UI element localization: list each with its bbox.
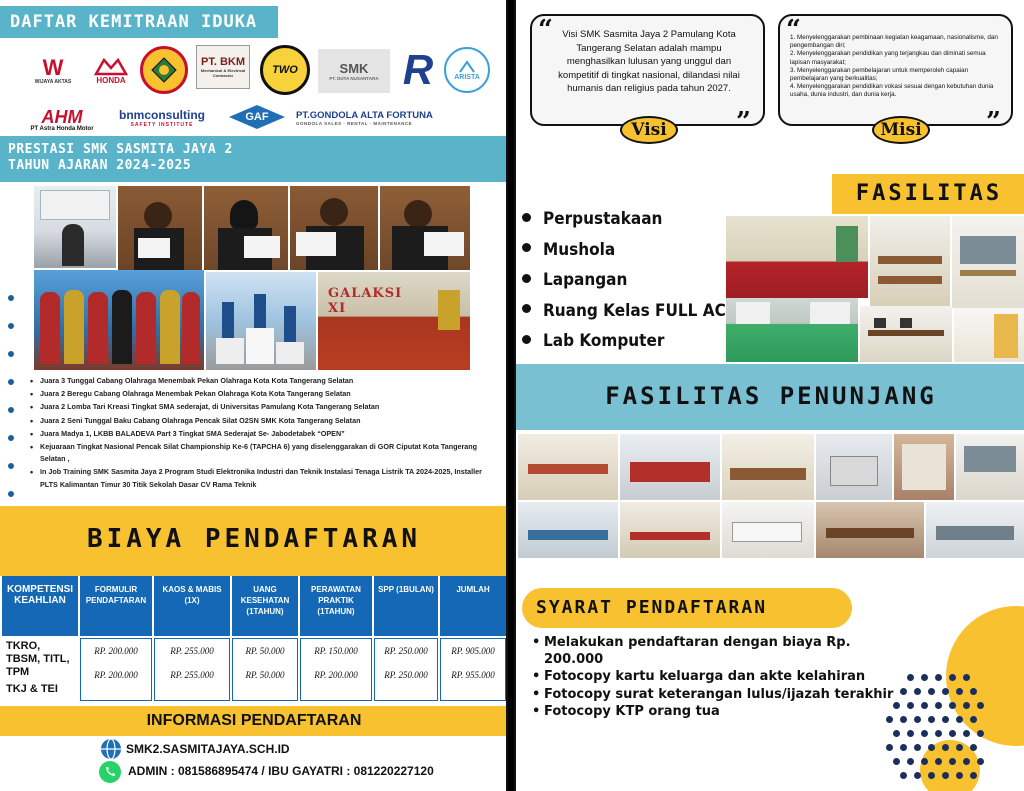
decor-dot bbox=[970, 744, 977, 751]
decor-dot bbox=[949, 758, 956, 765]
photo-workshop-7 bbox=[518, 502, 618, 558]
decor-dot bbox=[928, 688, 935, 695]
right-panel bbox=[514, 0, 1024, 791]
quote-icon: ” bbox=[736, 107, 751, 137]
fee-cell-jumlah bbox=[440, 638, 506, 701]
fasilitas-item: Perpustakaan bbox=[522, 204, 734, 235]
photo-lab-komputer bbox=[860, 306, 952, 362]
decor-dot bbox=[900, 688, 907, 695]
logo-r: R bbox=[402, 46, 434, 93]
fasilitas-item: Lab Komputer bbox=[522, 326, 734, 357]
fee-header-kesehatan: UANG KESEHATAN (1TAHUN) bbox=[232, 576, 298, 636]
decor-dot bbox=[949, 730, 956, 737]
bullet-icon bbox=[522, 213, 531, 222]
visi-text: Visi SMK Sasmita Jaya 2 Pamulang Kota Tangerang Selatan adalah mampu menghasilkan lulusan yang unggul dan kompetitif di tingkat nasional, dilandasi nilai humanis dan religius pada tahun 2027. bbox=[558, 29, 740, 94]
photo-mushola bbox=[726, 216, 868, 298]
decor-dot bbox=[963, 674, 970, 681]
misi-badge: Misi bbox=[872, 116, 930, 144]
fee-header-formulir: FORMULIR PENDAFTARAN bbox=[80, 576, 152, 636]
decor-dot bbox=[921, 758, 928, 765]
fee-value: RP. 50.000 bbox=[245, 646, 285, 656]
decor-dot bbox=[949, 702, 956, 709]
fee-header-jumlah: JUMLAH bbox=[440, 576, 506, 636]
decor-dot bbox=[893, 758, 900, 765]
fee-value: RP. 255.000 bbox=[170, 646, 214, 656]
bullet-icon bbox=[522, 335, 531, 344]
bullet-icon bbox=[522, 274, 531, 283]
bullet-icon bbox=[8, 295, 14, 301]
quote-icon: “ bbox=[786, 15, 801, 45]
logo-two: TWO bbox=[260, 45, 310, 95]
decor-dot bbox=[942, 772, 949, 779]
fee-value: RP. 905.000 bbox=[451, 646, 495, 656]
decor-dot bbox=[935, 702, 942, 709]
photo-athlete-3 bbox=[290, 186, 378, 270]
bullet-icon bbox=[8, 463, 14, 469]
decor-dot bbox=[914, 688, 921, 695]
photo-workshop-11 bbox=[926, 502, 1024, 558]
misi-item: 3. Menyelenggarakan pembelajaran untuk memperoleh capaian pembelajaran yang berkualitas; bbox=[790, 66, 969, 83]
decor-dot bbox=[935, 674, 942, 681]
fee-value: RP. 255.000 bbox=[170, 670, 214, 680]
fee-cell-spp bbox=[374, 638, 438, 701]
whatsapp-icon bbox=[98, 760, 122, 784]
photo-workshop-6 bbox=[956, 434, 1024, 500]
kompetensi-row-2: TKJ & TEI bbox=[6, 683, 58, 695]
kemitraan-title: DAFTAR KEMITRAAN IDUKA bbox=[0, 6, 278, 38]
fee-header-spp: SPP (1BULAN) bbox=[374, 576, 438, 636]
fee-value: RP. 250.000 bbox=[384, 646, 428, 656]
photo-dance-team bbox=[34, 270, 204, 370]
decor-dot-grid bbox=[886, 660, 986, 790]
decor-dot bbox=[970, 716, 977, 723]
decor-dot bbox=[949, 674, 956, 681]
decor-dot bbox=[886, 744, 893, 751]
achievement-item: • Juara 3 Tunggal Cabang Olahraga Menembak Pekan Olahraga Kota Kota Tangerang Selatan bbox=[30, 375, 500, 387]
fasilitas-list bbox=[522, 204, 734, 357]
decor-dot bbox=[963, 758, 970, 765]
quote-icon: ” bbox=[986, 107, 1001, 137]
fee-value: RP. 200.000 bbox=[94, 670, 138, 680]
left-panel bbox=[0, 0, 508, 791]
decor-dot bbox=[928, 716, 935, 723]
kompetensi-cell bbox=[2, 638, 78, 701]
photo-lapangan bbox=[726, 298, 858, 362]
quote-icon: “ bbox=[538, 15, 553, 45]
logo-wijaya: W WIJAYA AKTAS bbox=[34, 55, 72, 85]
decor-dot bbox=[977, 730, 984, 737]
fee-value: RP. 250.000 bbox=[384, 670, 428, 680]
decor-dot bbox=[928, 744, 935, 751]
achievement-item: • Juara 2 Beregu Cabang Olahraga Menembak Pekan Olahraga Kota Kota Tangerang Selatan bbox=[30, 388, 500, 400]
bullet-icon bbox=[8, 491, 14, 497]
achievement-item: • Juara 2 Lomba Tari Kreasi Tingkat SMA sederajat, di Universitas Pamulang Kota Tangerang Selatan bbox=[30, 401, 500, 413]
bullet-icon bbox=[8, 379, 14, 385]
fee-value: RP. 955.000 bbox=[451, 670, 495, 680]
logo-honda: HONDA bbox=[88, 52, 134, 90]
emblem-icon bbox=[150, 56, 178, 84]
photo-galaksi-team bbox=[318, 272, 470, 370]
bullet-icon bbox=[522, 243, 531, 252]
decor-dot bbox=[914, 716, 921, 723]
photo-athlete-2 bbox=[204, 186, 288, 270]
decor-dot bbox=[893, 730, 900, 737]
prestasi-title bbox=[0, 136, 508, 182]
fee-header-kompetensi: KOMPETENSI KEAHLIAN bbox=[2, 576, 78, 636]
fee-header-praktik: PERAWATAN PRAKTIK (1TAHUN) bbox=[300, 576, 372, 636]
photo-workshop-8 bbox=[620, 502, 720, 558]
decor-dot bbox=[956, 772, 963, 779]
decor-dot bbox=[935, 758, 942, 765]
decor-dot bbox=[893, 702, 900, 709]
fee-value: RP. 150.000 bbox=[314, 646, 358, 656]
photo-workshop-1 bbox=[518, 434, 618, 500]
fasilitas-item: Lapangan bbox=[522, 265, 734, 296]
decor-dot bbox=[956, 688, 963, 695]
logo-arista: ARISTA bbox=[444, 47, 490, 93]
decor-dot bbox=[935, 730, 942, 737]
achievement-item: • Juara 2 Seni Tunggal Baku Cabang Olahraga Pencak Silat O2SN SMK Kota Tangerang Selatan bbox=[30, 415, 500, 427]
decor-dot bbox=[900, 716, 907, 723]
logo-ptbkm: PT. BKM Mechanical & Electrical Contractor bbox=[196, 45, 250, 89]
decor-dot bbox=[942, 744, 949, 751]
informasi-title: INFORMASI PENDAFTARAN bbox=[146, 712, 362, 729]
decor-dot bbox=[907, 674, 914, 681]
bullet-icon bbox=[8, 323, 14, 329]
achievement-item: • In Job Training SMK Sasmita Jaya 2 Program Studi Elektronika Industri dan Teknik Instalasi Tenaga Listrik TA 2024-2025, Installer PLTS Kalimantan Timur 30 Titik Sekolah Dasar CV Rama Teknik bbox=[30, 466, 500, 490]
decor-dot bbox=[907, 758, 914, 765]
bullet-icon bbox=[8, 351, 14, 357]
fee-value: RP. 200.000 bbox=[314, 670, 358, 680]
decor-dot bbox=[970, 772, 977, 779]
fee-cell-kaos bbox=[154, 638, 230, 701]
photo-athlete-1 bbox=[118, 186, 202, 270]
visi-badge: Visi bbox=[620, 116, 678, 144]
logo-gondola: PT.GONDOLA ALTA FORTUNA GONDOLA SALES · RENTAL · MAINTENANCE bbox=[296, 110, 433, 126]
fasilitas-item: Mushola bbox=[522, 235, 734, 266]
achievement-list bbox=[30, 375, 500, 492]
galaksi-banner-text: GALAKSI XI bbox=[328, 286, 403, 316]
photo-workshop-10 bbox=[816, 502, 924, 558]
photo-corridor bbox=[954, 308, 1024, 362]
misi-item: 4. Menyelenggarakan pendidikan vokasi sesuai dengan kebutuhan dunia usaha, dunia industri, dan dunia kerja. bbox=[790, 83, 994, 99]
fee-cell-formulir bbox=[80, 638, 152, 701]
syarat-item: • Fotocopy surat keterangan lulus/ijazah terakhir bbox=[532, 687, 902, 704]
decor-dot bbox=[942, 716, 949, 723]
website-link[interactable]: SMK2.SASMITAJAYA.SCH.ID bbox=[126, 742, 290, 756]
prestasi-title-line1: PRESTASI SMK SASMITA JAYA 2 bbox=[8, 142, 233, 157]
decor-dot bbox=[977, 758, 984, 765]
fee-value: RP. 200.000 bbox=[94, 646, 138, 656]
kompetensi-row-1: TKRO, TBSM, TITL, TPM bbox=[6, 640, 70, 678]
prestasi-title-line2: TAHUN AJARAN 2024-2025 bbox=[8, 158, 192, 173]
bullet-icon bbox=[8, 407, 14, 413]
decor-dot bbox=[970, 688, 977, 695]
decor-dot bbox=[928, 772, 935, 779]
fee-header-kaos: KAOS & MABIS (1X) bbox=[154, 576, 230, 636]
photo-podium bbox=[206, 272, 316, 370]
decor-dot bbox=[977, 702, 984, 709]
logo-gaf: GAF bbox=[226, 102, 288, 132]
fasilitas-item: Ruang Kelas FULL AC bbox=[522, 296, 734, 327]
misi-item: 2. Menyelenggarakan pendidikan yang terjangkau dan diminati semua lapisan masyarakat; bbox=[790, 50, 986, 66]
visi-card bbox=[530, 14, 765, 137]
misi-list bbox=[790, 34, 1006, 100]
photo-athlete-4 bbox=[380, 186, 470, 270]
logo-emblem-yellow bbox=[140, 46, 188, 94]
logo-smk: SMK PT. DUTA NUSANTARA bbox=[318, 49, 390, 93]
syarat-item: • Melakukan pendaftaran dengan biaya Rp. 200.000 bbox=[532, 635, 902, 668]
photo-classroom-ac bbox=[952, 216, 1024, 308]
photo-workshop-9 bbox=[722, 502, 814, 558]
decor-dot bbox=[963, 702, 970, 709]
decor-dot bbox=[942, 688, 949, 695]
decor-dot bbox=[900, 772, 907, 779]
decor-dot bbox=[921, 702, 928, 709]
achievement-item: • Kejuaraan Tingkat Nasional Pencak Silat Championship Ke-6 (TAPCHA 6) yang diselenggarakan di GOR Ciputat Kota Tangerang Selatan , bbox=[30, 441, 500, 465]
decor-dot bbox=[963, 730, 970, 737]
fee-cell-praktik bbox=[300, 638, 372, 701]
achievement-item: • Juara Madya 1, LKBB BALADEVA Part 3 Tingkat SMA Sederajat Se- Jabodetabek “OPEN” bbox=[30, 428, 500, 440]
syarat-list bbox=[532, 635, 902, 722]
syarat-title: SYARAT PENDAFTARAN bbox=[522, 588, 852, 628]
photo-workshop-5 bbox=[894, 434, 954, 500]
decor-dot bbox=[886, 716, 893, 723]
photo-workshop-2 bbox=[620, 434, 720, 500]
syarat-item: • Fotocopy kartu keluarga dan akte kelahiran bbox=[532, 669, 902, 686]
biaya-title: BIAYA PENDAFTARAN bbox=[86, 524, 422, 554]
globe-icon bbox=[100, 738, 122, 760]
decor-dot bbox=[921, 674, 928, 681]
bullet-icon bbox=[8, 435, 14, 441]
arista-mark-icon bbox=[458, 60, 476, 74]
decor-dot bbox=[914, 772, 921, 779]
penunjang-title: FASILITAS PENUNJANG bbox=[605, 382, 937, 410]
bullet-icon bbox=[522, 304, 531, 313]
decor-dot bbox=[914, 744, 921, 751]
fee-value: RP. 50.000 bbox=[245, 670, 285, 680]
logo-ahm: AHM PT Astra Honda Motor bbox=[30, 107, 94, 132]
photo-workshop-4 bbox=[816, 434, 892, 500]
honda-wing-icon bbox=[94, 58, 128, 76]
decor-dot bbox=[956, 716, 963, 723]
decor-dot bbox=[956, 744, 963, 751]
decor-dot bbox=[900, 744, 907, 751]
fasilitas-title: FASILITAS bbox=[832, 174, 1024, 214]
contact-phone: ADMIN : 081586895474 / IBU GAYATRI : 081220227120 bbox=[128, 764, 434, 778]
logo-bnm: bnmconsulting SAFETY INSTITUTE bbox=[119, 108, 205, 128]
photo-workshop-3 bbox=[722, 434, 814, 500]
decor-dot bbox=[921, 730, 928, 737]
decor-dot bbox=[907, 730, 914, 737]
photo-library bbox=[870, 216, 950, 306]
misi-item: 1. Menyelenggarakan pembinaan kegiatan keagamaan, nasionalisme, dan pengembangan diri; bbox=[790, 34, 998, 50]
decor-dot bbox=[907, 702, 914, 709]
photo-banner-ceremony bbox=[34, 186, 116, 268]
fee-cell-kesehatan bbox=[232, 638, 298, 701]
syarat-item: • Fotocopy KTP orang tua bbox=[532, 704, 902, 721]
